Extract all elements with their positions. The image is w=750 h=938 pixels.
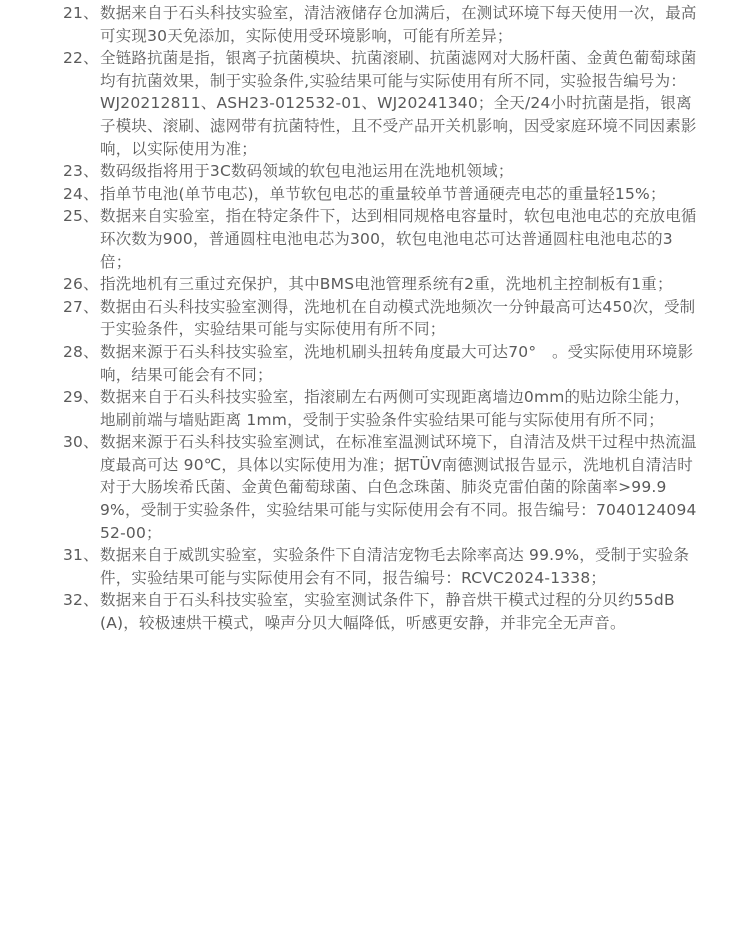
footnote-item: [0, 160, 750, 183]
footnote-text: 数据来自于石头科技实验室，清洁液储存仓加满后，在测试环境下每天使用一次，最高可实现30天免添加，实际使用受环境影响，可能有所差异；: [100, 4, 697, 45]
footnote-item: [0, 273, 750, 296]
footnote-number: 24、: [63, 184, 99, 203]
footnote-item: [0, 47, 750, 160]
footnote-text: 数据来自于威凯实验室，实验条件下自清洁宠物毛去除率高达 99.9%，受制于实验条件，实验结果可能与实际使用会有不同，报告编号：RCVC2024-1338；: [100, 546, 690, 587]
footnote-text: 数据来自于石头科技实验室，指滚刷左右两侧可实现距离墙边0mm的贴边除尘能力，地刷前端与墙贴距离 1mm，受制于实验条件实验结果可能与实际使用有所不同；: [100, 388, 691, 429]
footnote-number: 21、: [63, 4, 99, 22]
footnote-text: 数据由石头科技实验室测得，洗地机在自动模式洗地频次一分钟最高可达450次，受制于实验条件，实验结果可能与实际使用有所不同；: [100, 297, 696, 339]
footnote-number: 26、: [63, 275, 99, 294]
footnote-item: [0, 589, 750, 634]
footnote-text: 数码级指将用于3C数码领域的软包电池运用在洗地机领域；: [100, 162, 514, 181]
footnote-item: [0, 431, 750, 544]
footnote-number: 23、: [63, 162, 99, 181]
footnote-number: 31、: [63, 546, 99, 565]
footnote-item: [0, 341, 750, 386]
footnote-number: 28、: [63, 342, 99, 361]
footnote-text: 指洗地机有三重过充保护，其中BMS电池管理系统有2重，洗地机主控制板有1重；: [100, 275, 673, 294]
footnote-item: [0, 544, 750, 589]
footnote-text: 数据来自实验室，指在特定条件下，达到相同规格电容量时，软包电池电芯的充放电循环次数为900，普通圆柱电池电芯为300，软包电池电芯可达普通圆柱电池电芯的3倍；: [100, 207, 697, 271]
footnote-number: 27、: [63, 297, 99, 316]
footnote-text: 数据来源于石头科技实验室，洗地机刷头扭转角度最大可达70° 。受实际使用环境影响，结果可能会有不同；: [100, 342, 694, 384]
footnote-item: [0, 386, 750, 431]
footnote-number: 25、: [63, 207, 99, 226]
footnote-text: 全链路抗菌是指，银离子抗菌模块、抗菌滚刷、抗菌滤网对大肠杆菌、金黄色葡萄球菌均有抗菌效果，制于实验条件,实验结果可能与实际使用有所不同，实验报告编号为：WJ20212811、ASH23-012532-01、WJ20241340；全天/24小时抗菌是指，银离子模块、滚刷、滤网带有抗菌特性，且不受产品开关机影响，因受家庭环境不同因素影响，以实际使用为准；: [100, 49, 697, 158]
footnote-number: 32、: [63, 591, 99, 610]
footnote-text: 数据来自于石头科技实验室，实验室测试条件下，静音烘干模式过程的分贝约55dB(A)，较极速烘干模式，噪声分贝大幅降低，听感更安静，并非完全无声音。: [100, 591, 675, 633]
footnote-item: [0, 183, 750, 206]
footnote-number: 22、: [63, 49, 99, 68]
footnote-item: [0, 296, 750, 341]
footnote-text: 数据来源于石头科技实验室测试，在标准室温测试环境下，自清洁及烘干过程中热流温度最高可达 90℃，具体以实际使用为准；据TÜV南德测试报告显示，洗地机自清洁时对于大肠埃希氏菌、金黄色葡萄球菌、白色念珠菌、肺炎克雷伯菌的除菌率>99.99%，受制于实验条件，实验结果可能与实际使用会有不同。报告编号：704012409452-00；: [100, 433, 697, 542]
footnote-item: [0, 2, 750, 47]
footnote-number: 30、: [63, 433, 99, 452]
footnote-text: 指单节电池(单节电芯)，单节软包电芯的重量较单节普通硬壳电芯的重量轻15%；: [100, 184, 666, 203]
footnote-number: 29、: [63, 388, 99, 407]
footnote-item: [0, 205, 750, 273]
